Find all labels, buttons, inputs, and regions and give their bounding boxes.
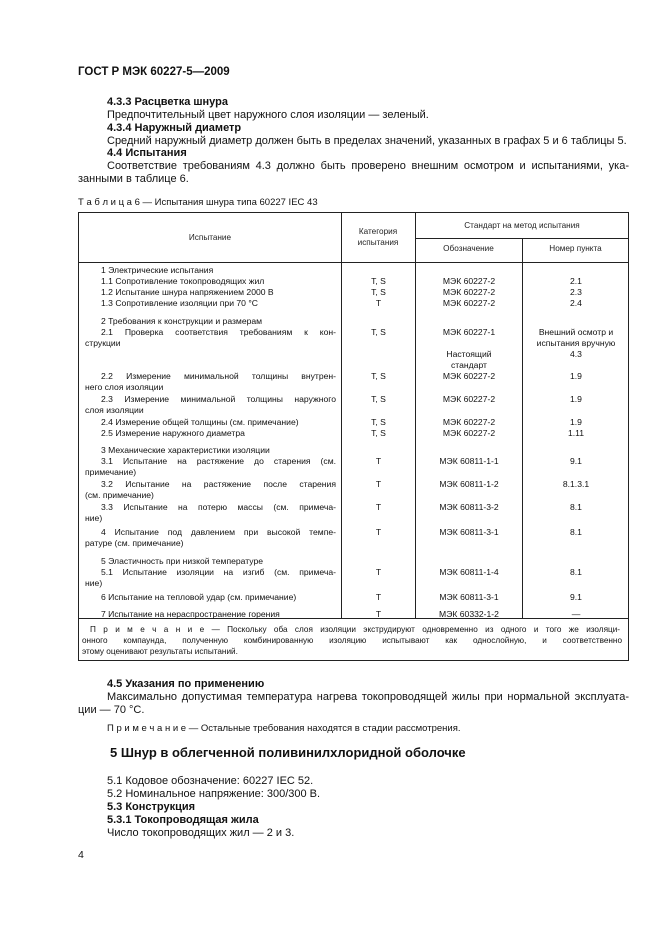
clause-cell: 4.3 (570, 349, 582, 359)
test-row: ние) (85, 578, 103, 588)
section-4-5-note: П р и м е ч а н и е — Остальные требования находятся в стадии рассмотрения. (107, 723, 461, 734)
designation-cell: МЭК 60227-2 (442, 394, 496, 404)
clause-cell: 8.1 (570, 502, 582, 512)
designation-cell: МЭК 60811-1-1 (439, 456, 499, 466)
category-cell: Т, S (371, 276, 386, 286)
category-cell: Т, S (371, 428, 386, 438)
test-row: 2.4 Измерение общей толщины (см. примечание) (101, 417, 299, 427)
test-row: него слоя изоляции (85, 382, 164, 392)
header-bottom-border (79, 262, 628, 263)
test-row: 2.1 Проверка соответствия требованиям к кон- (101, 327, 336, 337)
clause-cell: 1.9 (570, 417, 582, 427)
test-row: 1.3 Сопротивление изоляции при 70 °С (101, 298, 258, 308)
clause-cell: 2.3 (570, 287, 582, 297)
clause-cell: 8.1 (570, 567, 582, 577)
test-row: 3.1 Испытание на растяжение до старения (см. (101, 456, 336, 466)
clause-cell: 9.1 (570, 592, 582, 602)
test-row: 5.1 Испытание изоляции на изгиб (см. примеча- (101, 567, 336, 577)
category-cell: Т, S (371, 287, 386, 297)
category-cell: Т (375, 567, 382, 577)
section-5-1: 5.1 Кодовое обозначение: 60227 IEC 52. (107, 775, 314, 787)
category-cell: Т (375, 527, 382, 537)
test-row: 2 Требования к конструкции и размерам (101, 316, 263, 326)
test-row: 2.5 Измерение наружного диаметра (101, 428, 245, 438)
designation-cell: МЭК 60227-2 (442, 417, 496, 427)
category-cell: Т (375, 298, 382, 308)
test-row: 3.2 Испытание на растяжение после старения (101, 479, 336, 489)
designation-cell: МЭК 60227-2 (442, 298, 496, 308)
tests-table (78, 212, 629, 661)
designation-cell: МЭК 60227-2 (442, 428, 496, 438)
designation-cell: МЭК 60227-1 (442, 327, 496, 337)
designation-cell: МЭК 60811-1-2 (439, 479, 499, 489)
clause-cell: 8.1.3.1 (562, 479, 590, 489)
page-number: 4 (78, 849, 84, 861)
test-row: 3.3 Испытание на потерю массы (см. примеча- (101, 502, 336, 512)
section-4-3-3-title: 4.3.3 Расцветка шнура (107, 96, 228, 108)
clause-cell: 1.9 (570, 371, 582, 381)
table-note-line2: онного компаунда, полученную комбинированную изоляцию испытывают как однослойную, и соответственно (82, 636, 622, 645)
section-4-4-text-line2: занными в таблице 6. (78, 173, 189, 185)
designation-cell: Настоящий (446, 349, 492, 359)
test-row: струкции (85, 338, 121, 348)
section-5-3-title: 5.3 Конструкция (107, 801, 196, 813)
clause-cell: 1.9 (570, 394, 582, 404)
test-row: 1.2 Испытание шнура напряжением 2000 В (101, 287, 274, 297)
test-row: 4 Испытание под давлением при высокой темпе- (101, 527, 336, 537)
header-test: Испытание (188, 233, 232, 242)
clause-cell: 2.4 (570, 298, 582, 308)
clause-cell: — (571, 609, 581, 619)
clause-cell: 9.1 (570, 456, 582, 466)
category-cell: Т (375, 502, 382, 512)
section-5-3-1-text: Число токопроводящих жил — 2 и 3. (107, 827, 295, 839)
category-cell: Т (375, 456, 382, 466)
header-clause: Номер пункта (549, 244, 602, 253)
designation-cell: МЭК 60332-1-2 (439, 609, 499, 619)
section-4-5-title: 4.5 Указания по применению (107, 678, 265, 690)
section-5-2: 5.2 Номинальное напряжение: 300/300 В. (107, 788, 321, 800)
test-row: ние) (85, 513, 103, 523)
clause-cell: 2.1 (570, 276, 582, 286)
header-subdivider (415, 238, 629, 239)
test-row: 6 Испытание на тепловой удар (см. примечание) (101, 592, 297, 602)
section-4-5-text-line2: ции — 70 °С. (78, 704, 145, 716)
section-4-3-4-title: 4.3.4 Наружный диаметр (107, 122, 242, 134)
test-row: 7 Испытание на нераспространение горения (101, 609, 280, 619)
category-cell: Т, S (371, 417, 386, 427)
category-cell: Т, S (371, 394, 386, 404)
test-row: 2.2 Измерение минимальной толщины внутрен- (101, 371, 336, 381)
section-5-title: 5 Шнур в облегченной поливинилхлоридной оболочке (110, 745, 466, 760)
table-caption: Т а б л и ц а 6 — Испытания шнура типа 60227 IEC 43 (78, 197, 318, 208)
designation-cell: МЭК 60227-2 (442, 287, 496, 297)
section-4-4-title: 4.4 Испытания (107, 147, 187, 159)
test-row: 5 Эластичность при низкой температуре (101, 556, 264, 566)
designation-cell: МЭК 60811-3-1 (439, 592, 499, 602)
designation-cell: МЭК 60811-3-2 (439, 502, 499, 512)
designation-cell: МЭК 60227-2 (442, 371, 496, 381)
clause-cell: 1.11 (567, 428, 585, 438)
category-cell: Т, S (371, 371, 386, 381)
section-4-3-4-text: Средний наружный диаметр должен быть в пределах значений, указанных в графах 5 и 6 таблицы 5. (107, 135, 627, 147)
test-row: слоя изоляции (85, 405, 144, 415)
test-row: примечание) (85, 467, 137, 477)
header-standard: Стандарт на метод испытания (464, 221, 580, 230)
category-cell: Т (375, 592, 382, 602)
clause-cell: испытания вручную (536, 338, 616, 348)
table-note-line3: этому оценивают результаты испытаний. (82, 647, 238, 656)
test-row: 1.1 Сопротивление токопроводящих жил (101, 276, 265, 286)
section-5-3-1-title: 5.3.1 Токопроводящая жила (107, 814, 259, 826)
section-4-4-text-line1: Соответствие требованиям 4.3 должно быть проверено внешним осмотром и испытаниями, ука- (107, 160, 629, 172)
category-cell: Т, S (371, 327, 386, 337)
document-header: ГОСТ Р МЭК 60227-5—2009 (78, 66, 230, 78)
designation-cell: МЭК 60811-3-1 (439, 527, 499, 537)
clause-cell: 8.1 (570, 527, 582, 537)
test-row: (см. примечание) (85, 490, 154, 500)
test-row: ратуре (см. примечание) (85, 538, 184, 548)
col-divider-2 (415, 213, 416, 618)
table-note-line1: П р и м е ч а н и е — Поскольку оба слоя изоляции экструдируют одновременно из одного и того же изоляци- (90, 625, 620, 634)
category-cell: Т (375, 479, 382, 489)
section-4-5-text-line1: Максимально допустимая температура нагрева токопроводящей жилы при нормальной эксплуата- (107, 691, 629, 703)
header-category: Категория испытания (357, 227, 399, 247)
category-cell: Т (375, 609, 382, 619)
clause-cell: Внешний осмотр и (538, 327, 614, 337)
test-row: 1 Электрические испытания (101, 265, 214, 275)
test-row: 3 Механические характеристики изоляции (101, 445, 270, 455)
col-divider-1 (341, 213, 342, 618)
header-designation: Обозначение (443, 244, 494, 253)
designation-cell: стандарт (451, 360, 487, 370)
test-row: 2.3 Измерение минимальной толщины наружного (101, 394, 336, 404)
designation-cell: МЭК 60811-1-4 (439, 567, 499, 577)
section-4-3-3-text: Предпочтительный цвет наружного слоя изоляции — зеленый. (107, 109, 429, 121)
designation-cell: МЭК 60227-2 (442, 276, 496, 286)
